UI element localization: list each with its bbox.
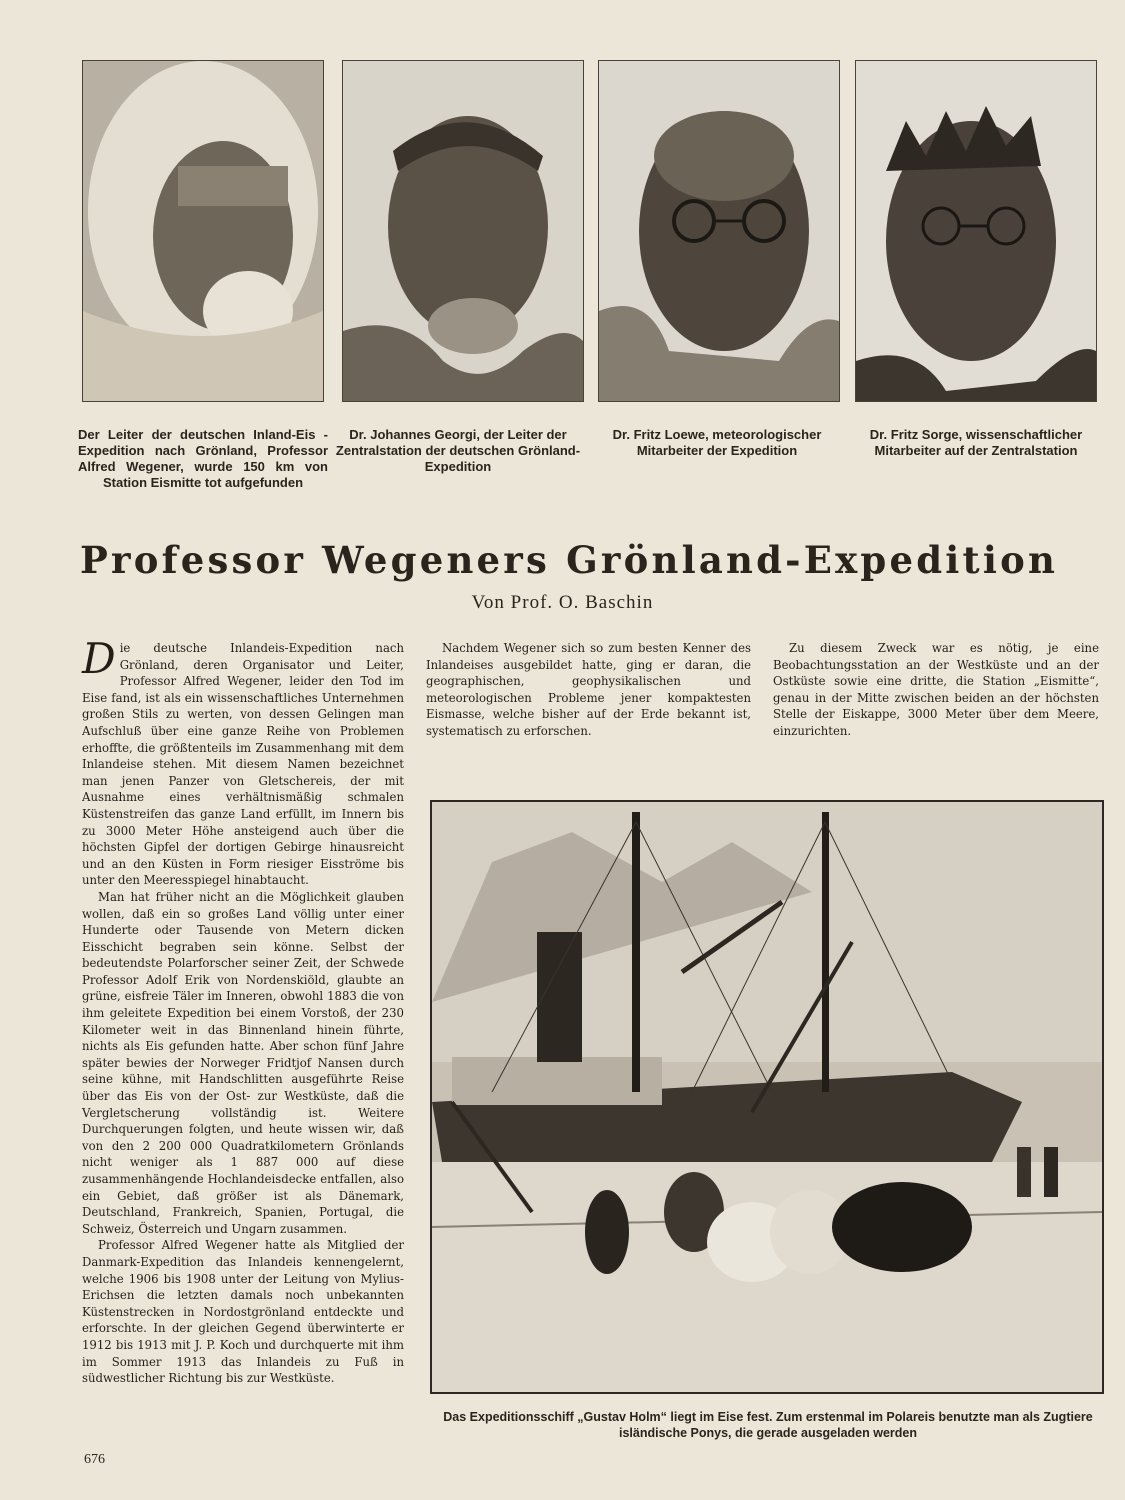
portrait-georgi-image: [343, 61, 583, 401]
expedition-ship-photo: [430, 800, 1104, 1394]
portrait-sorge-image: [856, 61, 1096, 401]
portrait-photo-wegener: [82, 60, 324, 402]
portrait-caption-georgi: Dr. Johannes Georgi, der Leiter der Zentralstation der deutschen Grönland-Expedition: [335, 427, 581, 474]
paragraph-3: Professor Alfred Wegener hatte als Mitglied der Danmark-Expedition das Inlandeis kennengelernt, welche 1906 bis 1908 unter der Leitung von Mylius-Erichsen die letzten damals noch unbekannten Küstenstrecken in Nordostgrönland entdeckte und erforschte. In der gleichen Gegend überwinterte er 1912 bis 1913 mit J. P. Koch und durchquerte mit ihm im Sommer 1913 das Inlandeis zu Fuß in südwestlicher Richtung bis zur Westküste.: [82, 1238, 404, 1386]
article-column-3: [773, 640, 1099, 740]
paragraph-1: [82, 634, 404, 889]
article-column-2: [426, 640, 751, 740]
page-number: 676: [84, 1452, 105, 1467]
portrait-caption-loewe: Dr. Fritz Loewe, meteorologischer Mitarbeiter der Expedition: [612, 427, 822, 458]
portrait-wegener-image: [83, 61, 323, 401]
portrait-caption-wegener: Der Leiter der deutschen Inland-Eis - Expedition nach Grönland, Professor Alfred Wegener, wurde 150 km von Station Eismitte tot aufgefunden: [78, 427, 328, 490]
paragraph-2: Man hat früher nicht an die Möglichkeit glauben wollen, daß ein so großes Land völlig unter einer Hunderte oder Tausende von Metern dicken Eisschicht begraben sein könne. Selbst der bedeutendste Polarforscher seiner Zeit, der Schwede Professor Adolf Erik von Nordenskiöld, glaubte an grüne, eisfreie Täler im Inneren, obwohl 1883 die von ihm geleitete Expedition bei einem Vorstoß, der 230 Kilometer weit in das Binnenland hinein führte, nichts als Eis gefunden hatte. Aber schon fünf Jahre später bewies der Norweger Fridtjof Nansen durch seine kühne, mit Handschlitten ausgeführte Reise über das Eis von der Ost- zur Westküste, daß die Vergletscherung vollständig ist. Weitere Durchquerungen folgten, und heute wissen wir, daß von den 2 200 000 Quadratkilometern Grönlands nicht weniger als 1 887 000 auf diese zusammenhängende Hochlandeisdecke entfallen, also ein Gebiet, daß größer ist als Dänemark, Deutschland, Frankreich, Spanien, Portugal, die Schweiz, Österreich und Ungarn zusammen.: [82, 889, 404, 1236]
portrait-loewe-image: [599, 61, 839, 401]
article-title: Professor Wegeners Grönland-Expedition: [80, 538, 1059, 582]
portrait-photo-georgi: [342, 60, 584, 402]
article-column-1: [82, 634, 404, 1387]
photo-caption: Das Expeditionsschiff „Gustav Holm“ liegt im Eise fest. Zum erstenmal im Polareis benutzte man als Zugtiere isländische Ponys, die gerade ausgeladen werden: [443, 1410, 1093, 1440]
portrait-photo-loewe: [598, 60, 840, 402]
portrait-caption-sorge: Dr. Fritz Sorge, wissenschaftlicher Mitarbeiter auf der Zentralstation: [869, 427, 1083, 458]
paragraph-4: Nachdem Wegener sich so zum besten Kenner des Inlandeises ausgebildet hatte, ging er daran, die geographischen, geophysikalischen und meteorologischen Probleme jener kompaktesten Eismasse, welche bisher auf der Erde bekannt ist, systematisch zu erforschen.: [426, 641, 751, 738]
paragraph-5: Zu diesem Zweck war es nötig, je eine Beobachtungsstation an der Westküste und an der Ostküste sowie eine dritte, die Station „Eismitte“, genau in der Mitte zwischen beiden an der höchsten Stelle der Eiskappe, 3000 Meter über dem Meere, einzurichten.: [773, 641, 1099, 738]
paragraph-1-text: ie deutsche Inlandeis-Expedition nach Grönland, deren Organisator und Leiter, Professor Alfred Wegener, leider den Tod im Eise fand, ist als ein wissenschaftliches Unternehmen großen Stils zu werten, von dessen Gelingen man Aufschluß über eine ganze Reihe von Problemen erhoffte, die größtenteils im Zusammenhang mit dem Inlandeise stehen. Mit diesem Namen bezeichnet man jenen Panzer von Gletschereis, der mit Ausnahme eines verhältnismäßig schmalen Küstenstreifen das ganze Land erfüllt, im Innern bis zu 3000 Meter Höhe ansteigend auch über die höchsten Gipfel der dortigen Gebirge hinausreicht und an den Küsten in Form riesiger Eisströme bis unter den Meeresspiegel hinabtaucht.: [82, 641, 404, 888]
portrait-photo-sorge: [855, 60, 1097, 402]
ship-and-ponies-image: [432, 802, 1102, 1392]
drop-cap: D: [82, 634, 116, 683]
article-byline: Von Prof. O. Baschin: [471, 592, 654, 613]
